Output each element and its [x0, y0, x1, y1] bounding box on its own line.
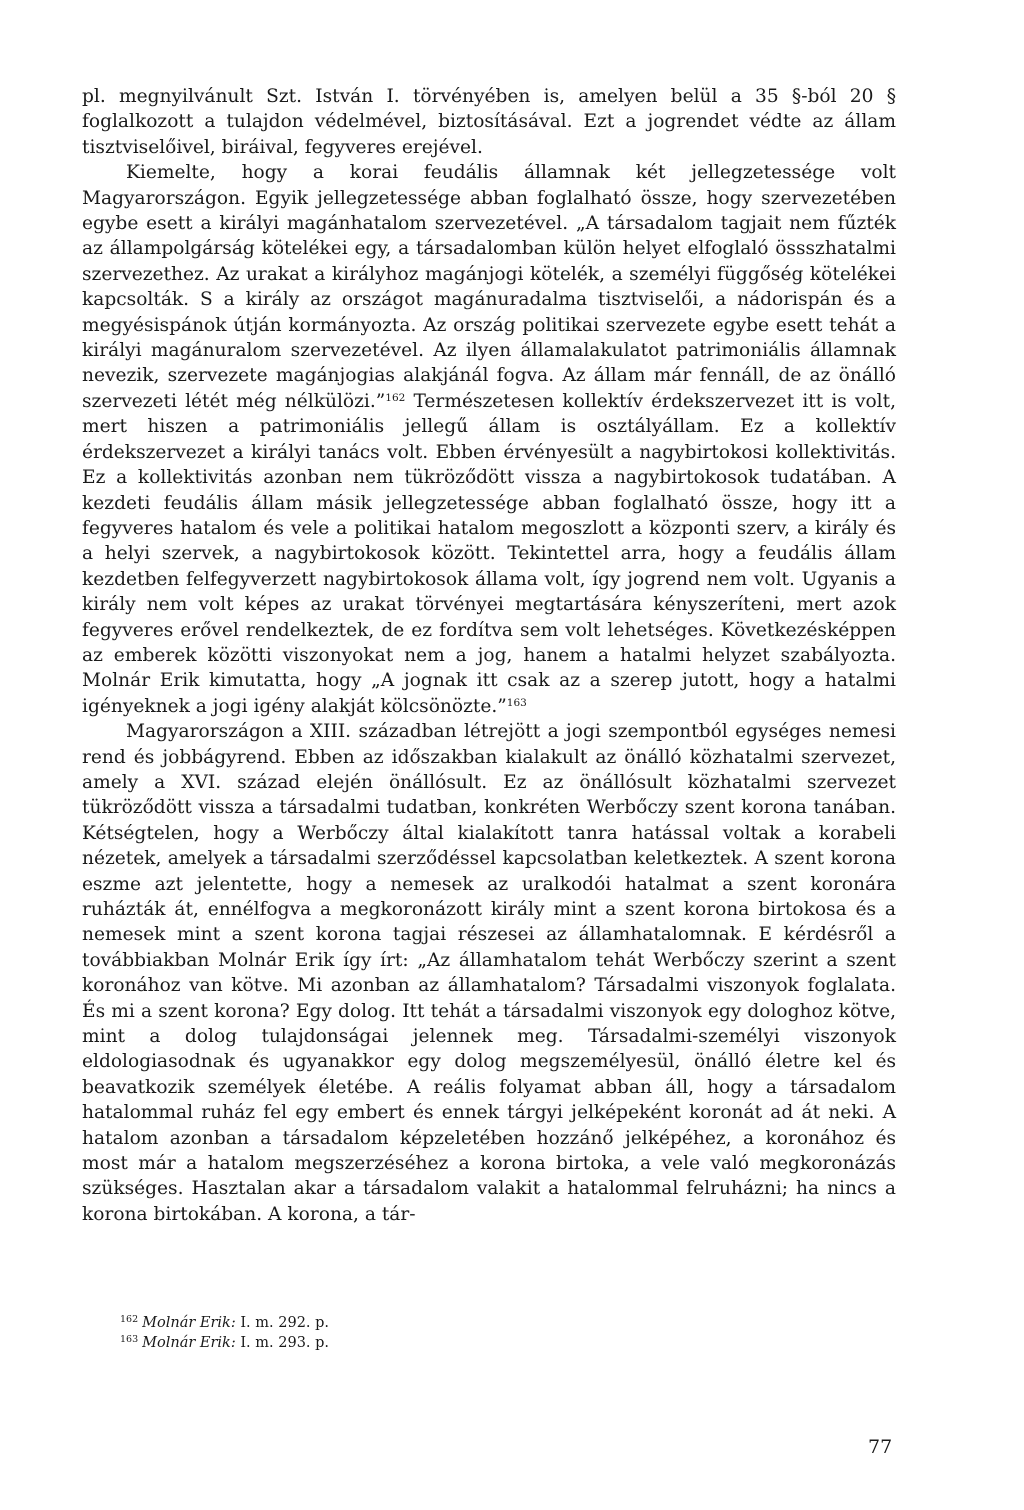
page-number: 77 — [868, 1436, 893, 1458]
paragraph-2 — [82, 160, 896, 719]
paragraph-text: pl. megnyilvánult Szt. István I. törvényében is, amelyen belül a 35 §-ból 20 § foglalkozott a tulajdon védelmével, biztosításával. Ezt a jogrendet védte az állam tisztviselőivel, biráival, fegyveres erejével. — [82, 86, 896, 158]
footnote-author: Molnár Erik: — [142, 1335, 236, 1351]
footnote-marker: 163 — [506, 696, 527, 709]
footnote-number: 162 — [120, 1314, 139, 1325]
footnotes — [120, 1313, 329, 1353]
footnote-162 — [120, 1313, 329, 1333]
footnote-reference: I. m. 293. p. — [240, 1335, 330, 1351]
paragraph-text: Természetesen kollektív érdekszervezet itt is volt, mert hiszen a patrimoniális jellegű állam is osztályállam. Ez a kollektív érdekszervezet a királyi tanács volt. Ebben érvényesült a nagybirtokosi kollektivitás. Ez a kollektivitás azonban nem tükröződött vissza a nagybirtokosok tudatában. A kezdeti feudális állam másik jellegzetessége abban foglalható össze, hogy itt a fegyveres hatalom és vele a politikai hatalom megoszlott a központi szerv, a király és a helyi szervek, a nagybirtokosok között. Tekintettel arra, hogy a feudális állam kezdetben felfegyverzett nagybirtokosok állama volt, így jogrend nem volt. Ugyanis a király nem volt képes az urakat törvényei megtartására kényszeríteni, mert azok fegyveres erővel rendelkeztek, de ez fordítva sem volt lehetséges. Következésképpen az emberek közötti viszonyokat nem a jog, hanem a hatalmi helyzet szabályozta. Molnár Erik kimutatta, hogy „A jognak itt csak az a szerep jutott, hogy a hatalmi igényeknek a jogi igény alakját kölcsönözte.” — [82, 390, 897, 717]
paragraph-1 — [82, 84, 896, 160]
page-body — [82, 84, 896, 1227]
paragraph-text: Kiemelte, hogy a korai feudális államnak két jellegzetessége volt Magyarországon. Egyik jellegzetessége abban foglalható össze, hogy szervezetében egybe esett a királyi magánhatalom szervezetével. „A társadalom tagjait nem fűzték az állampolgárság kötelékei egy, a társadalomban külön helyet elfoglaló össszhatalmi szervezethez. Az urakat a királyhoz magánjogi kötelék, a személyi függőség kötelékei kapcsolták. S a király az országot magánuradalma tisztviselői, a nádorispán és a megyésispánok útján kormányozta. Az ország politikai szervezete egybe esett tehát a királyi magánuralom szervezetével. Az ilyen államalakulatot patrimoniális államnak nevezik, szervezete magánjogias alakjánál fogva. Az állam már fennáll, de az önálló szervezeti létét még nélkülözi.” — [82, 162, 896, 412]
footnote-reference: I. m. 292. p. — [240, 1315, 330, 1331]
footnote-number: 163 — [120, 1334, 139, 1345]
paragraph-3 — [82, 719, 896, 1227]
footnote-author: Molnár Erik: — [142, 1315, 236, 1331]
footnote-marker: 162 — [385, 391, 406, 404]
footnote-163 — [120, 1333, 329, 1353]
paragraph-text: Magyarországon a XIII. században létrejött a jogi szempontból egységes nemesi rend és jobbágyrend. Ebben az időszakban kialakult az önálló közhatalmi szervezet, amely a XVI. század elején önállósult. Ez az önállósult közhatalmi szervezet tükröződött vissza a társadalmi tudatban, konkréten Werbőczy szent korona tanában. Kétségtelen, hogy a Werbőczy által kialakított tanra hatással voltak a korabeli nézetek, amelyek a társadalmi szerződéssel kapcsolatban keletkeztek. A szent korona eszme azt jelentette, hogy a nemesek az uralkodói hatalmat a szent koronára ruházták át, ennélfogva a megkoronázott király mint a szent korona birtokosa és a nemesek mint a szent korona tagjai részesei az államhatalomnak. E kérdésről a továbbiakban Molnár Erik így írt: „Az államhatalom tehát Werbőczy szerint a szent koronához van kötve. Mi azonban az államhatalom? Társadalmi viszonyok foglalata. És mi a szent korona? Egy dolog. Itt tehát a társadalmi viszonyok egy dologhoz kötve, mint a dolog tulajdonságai jelennek meg. Társadalmi-személyi viszonyok eldologiasodnak és ugyanakkor egy dolog megszemélyesül, önálló életre kel és beavatkozik személyek életébe. A reális folyamat abban áll, hogy a társadalom hatalommal ruház fel egy embert és ennek tárgyi jelképeként koronát ad át neki. A hatalom azonban a társadalom képzeletében hozzánő jelképéhez, a koronához és most már a hatalom megszerzéséhez a korona birtoka, a vele való megkoronázás szükséges. Hasztalan akar a társadalom valakit a hatalommal felruházni; ha nincs a korona birtokában. A korona, a tár- — [82, 721, 896, 1225]
